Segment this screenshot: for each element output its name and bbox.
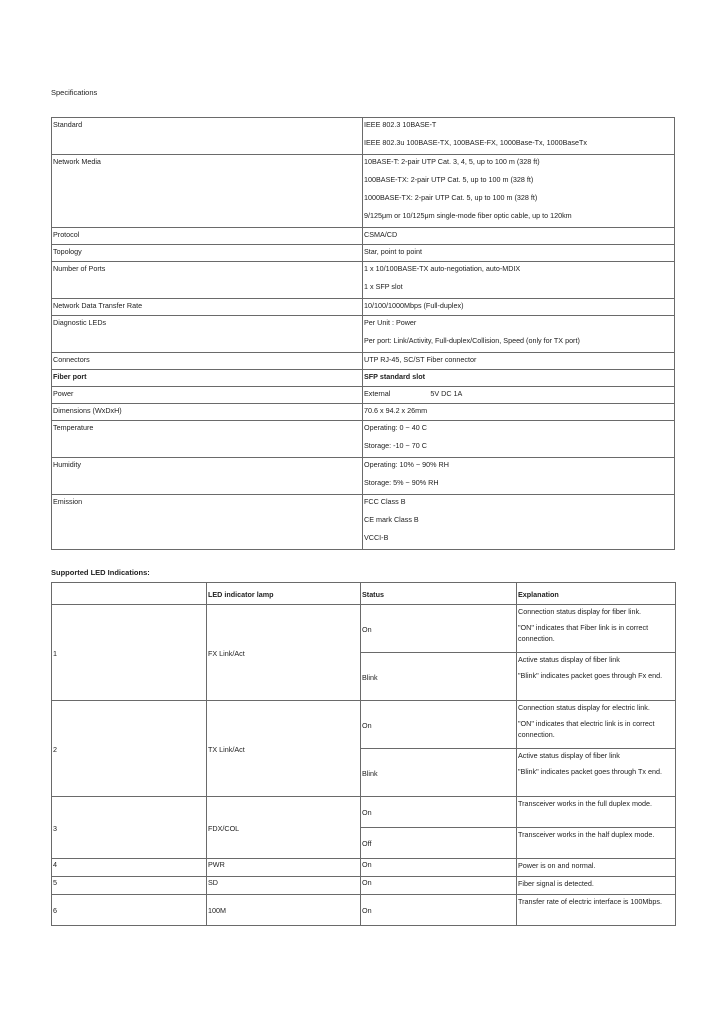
spec-value bbox=[363, 118, 675, 155]
led-lamp: FDX/COL bbox=[207, 797, 361, 859]
spec-key: Standard bbox=[52, 118, 363, 155]
led-status: On bbox=[361, 701, 517, 749]
spec-row-dimensions bbox=[52, 404, 675, 421]
led-status: On bbox=[361, 605, 517, 653]
led-explanation bbox=[517, 828, 676, 859]
led-row bbox=[52, 895, 676, 926]
spec-value bbox=[363, 228, 675, 245]
spec-row-protocol bbox=[52, 228, 675, 245]
spec-row-standard bbox=[52, 118, 675, 155]
led-explanation-line: "ON" indicates that Fiber link is in correct connection. bbox=[518, 623, 649, 643]
led-explanation-line: "Blink" indicates packet goes through Tx end. bbox=[518, 767, 663, 776]
led-header-row bbox=[52, 583, 676, 605]
spec-key: Network Data Transfer Rate bbox=[52, 299, 363, 316]
spec-value-line: Per Unit : Power bbox=[364, 318, 417, 327]
spec-value bbox=[363, 299, 675, 316]
led-explanation bbox=[517, 797, 676, 828]
spec-row-network-media bbox=[52, 155, 675, 228]
spec-value-line: 100BASE-TX: 2-pair UTP Cat. 5, up to 100 m (328 ft) bbox=[364, 175, 534, 184]
led-status: On bbox=[361, 797, 517, 828]
spec-value bbox=[363, 353, 675, 370]
led-explanation bbox=[517, 653, 676, 701]
spec-value-line: 10BASE-T: 2-pair UTP Cat. 3, 4, 5, up to 100 m (328 ft) bbox=[364, 157, 540, 166]
led-explanation-line: Active status display of fiber link bbox=[518, 751, 620, 760]
spec-key: Connectors bbox=[52, 353, 363, 370]
led-row bbox=[52, 859, 676, 877]
spec-value-line: Operating: 0 ~ 40 C bbox=[364, 423, 427, 432]
led-row bbox=[52, 797, 676, 828]
spec-key: Network Media bbox=[52, 155, 363, 228]
spec-value bbox=[363, 421, 675, 458]
led-number: 2 bbox=[52, 701, 207, 797]
power-rating: 5V DC 1A bbox=[430, 389, 463, 398]
led-status: Off bbox=[361, 828, 517, 859]
led-status: On bbox=[361, 895, 517, 926]
led-col-status-header: Status bbox=[361, 583, 517, 605]
led-explanation-line: Connection status display for fiber link. bbox=[518, 607, 642, 616]
spec-key: Fiber port bbox=[52, 370, 363, 387]
spec-value-line: IEEE 802.3u 100BASE-TX, 100BASE-FX, 1000Base-Tx, 1000BaseTx bbox=[364, 138, 587, 147]
page-title: Specifications bbox=[51, 88, 98, 97]
spec-row-transfer-rate bbox=[52, 299, 675, 316]
led-explanation-line: Transceiver works in the full duplex mode. bbox=[518, 799, 652, 808]
led-number: 1 bbox=[52, 605, 207, 701]
led-lamp: 100M bbox=[207, 895, 361, 926]
spec-value-line: Operating: 10% ~ 90% RH bbox=[364, 460, 449, 469]
led-col-explanation-header: Explanation bbox=[517, 583, 676, 605]
spec-value bbox=[363, 370, 675, 387]
led-number: 6 bbox=[52, 895, 207, 926]
led-lamp: FX Link/Act bbox=[207, 605, 361, 701]
led-explanation-line: Transceiver works in the half duplex mode. bbox=[518, 830, 655, 839]
led-number: 4 bbox=[52, 859, 207, 877]
spec-value-line: VCCI-B bbox=[364, 533, 389, 542]
spec-value bbox=[363, 404, 675, 421]
led-explanation-line: "Blink" indicates packet goes through Fx end. bbox=[518, 671, 663, 680]
spec-value-line: 1 x 10/100BASE-TX auto-negotiation, auto-MDIX bbox=[364, 264, 521, 273]
spec-value-line: 9/125μm or 10/125μm single-mode fiber optic cable, up to 120km bbox=[364, 211, 572, 220]
spec-value-line: 70.6 x 94.2 x 26mm bbox=[364, 406, 428, 415]
spec-row-connectors bbox=[52, 353, 675, 370]
led-explanation bbox=[517, 749, 676, 797]
spec-key: Power bbox=[52, 387, 363, 404]
led-lamp: SD bbox=[207, 877, 361, 895]
spec-value-line: 10/100/1000Mbps (Full-duplex) bbox=[364, 301, 464, 310]
spec-key: Diagnostic LEDs bbox=[52, 316, 363, 353]
led-col-number-header bbox=[52, 583, 207, 605]
spec-value-line: Per port: Link/Activity, Full-duplex/Collision, Speed (only for TX port) bbox=[364, 336, 580, 345]
led-row bbox=[52, 701, 676, 749]
spec-row-topology bbox=[52, 245, 675, 262]
spec-key: Temperature bbox=[52, 421, 363, 458]
spec-value bbox=[363, 458, 675, 495]
spec-row-temperature bbox=[52, 421, 675, 458]
spec-value bbox=[363, 155, 675, 228]
spec-key: Protocol bbox=[52, 228, 363, 245]
led-col-lamp-header: LED indicator lamp bbox=[207, 583, 361, 605]
spec-value bbox=[363, 245, 675, 262]
led-number: 3 bbox=[52, 797, 207, 859]
led-status: Blink bbox=[361, 749, 517, 797]
spec-value-line: CSMA/CD bbox=[364, 230, 398, 239]
spec-value-line bbox=[364, 387, 674, 403]
led-status: Blink bbox=[361, 653, 517, 701]
spec-value-line: CE mark Class B bbox=[364, 515, 419, 524]
spec-value-line: SFP standard slot bbox=[364, 372, 425, 381]
spec-value bbox=[363, 495, 675, 550]
spec-row-fiber-port bbox=[52, 370, 675, 387]
spec-key: Topology bbox=[52, 245, 363, 262]
spec-value-line: Storage: -10 ~ 70 C bbox=[364, 441, 427, 450]
led-lamp: PWR bbox=[207, 859, 361, 877]
led-status: On bbox=[361, 877, 517, 895]
led-number: 5 bbox=[52, 877, 207, 895]
spec-row-diagnostic-leds bbox=[52, 316, 675, 353]
spec-value-line: UTP RJ-45, SC/ST Fiber connector bbox=[364, 355, 477, 364]
led-indications-table bbox=[51, 582, 676, 926]
led-lamp: TX Link/Act bbox=[207, 701, 361, 797]
led-explanation: Power is on and normal. bbox=[517, 859, 676, 877]
led-explanation-line: Active status display of fiber link bbox=[518, 655, 620, 664]
specifications-table bbox=[51, 117, 675, 550]
led-explanation: Fiber signal is detected. bbox=[517, 877, 676, 895]
led-explanation bbox=[517, 701, 676, 749]
spec-value bbox=[363, 316, 675, 353]
spec-key: Emission bbox=[52, 495, 363, 550]
led-indications-heading: Supported LED Indications: bbox=[51, 568, 150, 577]
spec-row-emission bbox=[52, 495, 675, 550]
spec-value-line: Star, point to point bbox=[364, 247, 422, 256]
spec-key: Number of Ports bbox=[52, 262, 363, 299]
spec-value-line: FCC Class B bbox=[364, 497, 406, 506]
led-row bbox=[52, 877, 676, 895]
spec-key: Dimensions (WxDxH) bbox=[52, 404, 363, 421]
spec-value-line: 1000BASE-TX: 2-pair UTP Cat. 5, up to 100 m (328 ft) bbox=[364, 193, 538, 202]
spec-value-line: 1 x SFP slot bbox=[364, 282, 403, 291]
spec-value bbox=[363, 387, 675, 404]
led-status: On bbox=[361, 859, 517, 877]
led-explanation-line: Connection status display for electric link. bbox=[518, 703, 650, 712]
led-explanation-line: "ON" indicates that electric link is in correct connection. bbox=[518, 719, 655, 739]
spec-row-power bbox=[52, 387, 675, 404]
power-source: External bbox=[364, 389, 391, 398]
spec-value bbox=[363, 262, 675, 299]
led-explanation: Transfer rate of electric interface is 100Mbps. bbox=[517, 895, 676, 926]
led-row bbox=[52, 605, 676, 653]
spec-value-line: Storage: 5% ~ 90% RH bbox=[364, 478, 439, 487]
spec-key: Humidity bbox=[52, 458, 363, 495]
led-explanation bbox=[517, 605, 676, 653]
spec-row-humidity bbox=[52, 458, 675, 495]
spec-value-line: IEEE 802.3 10BASE-T bbox=[364, 120, 437, 129]
spec-row-number-of-ports bbox=[52, 262, 675, 299]
